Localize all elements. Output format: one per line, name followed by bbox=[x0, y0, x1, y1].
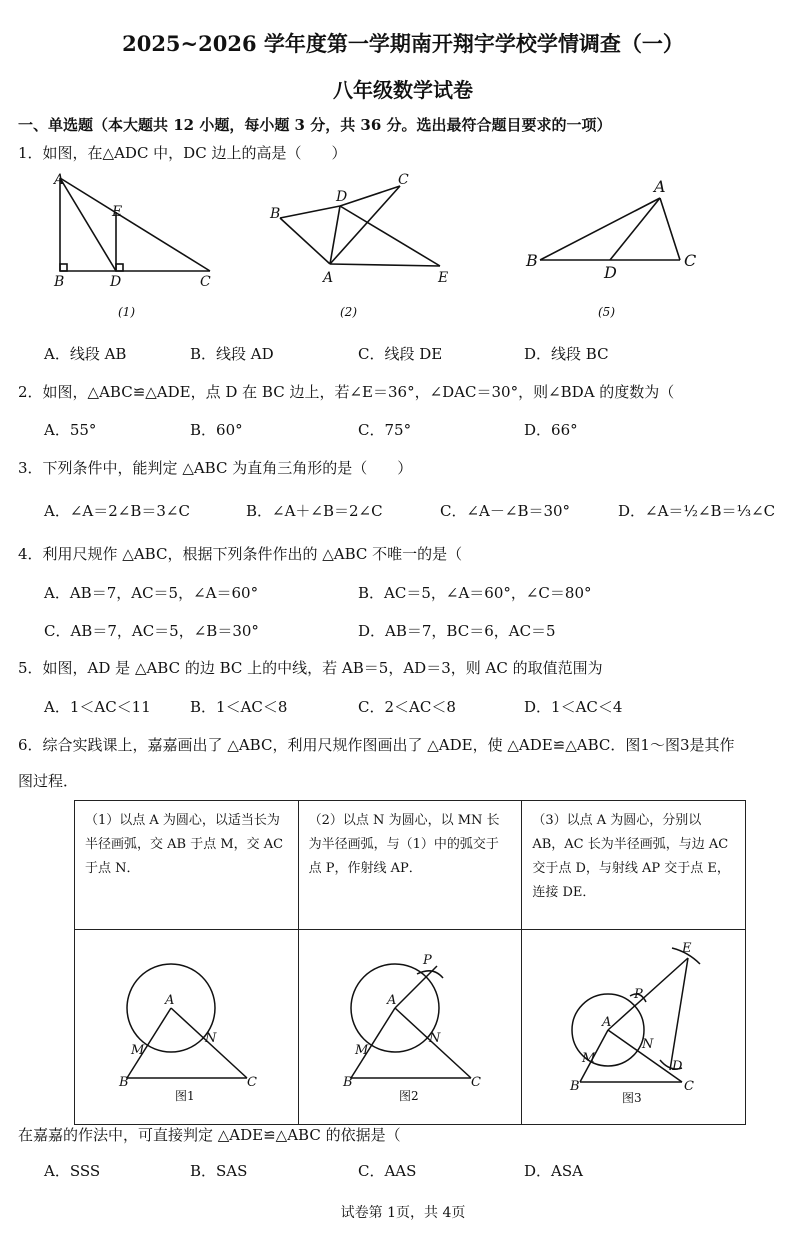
q6-option-d: D．ASA bbox=[524, 1162, 583, 1180]
svg-text:E: E bbox=[682, 941, 692, 956]
question-6-followup: 在嘉嘉的作法中，可直接判定 △ADE≌△ABC 的依据是（ bbox=[18, 1126, 401, 1144]
svg-text:A: A bbox=[165, 993, 175, 1008]
q6-option-a: A．SSS bbox=[44, 1162, 101, 1180]
page-footer: 试卷第 1页，共 4页 bbox=[340, 1205, 466, 1221]
q4-option-c: C．AB＝7，AC＝5，∠B＝30° bbox=[44, 622, 259, 640]
svg-text:P: P bbox=[422, 953, 432, 968]
step-3-figure-cell bbox=[522, 930, 746, 1125]
svg-text:C: C bbox=[200, 274, 211, 290]
figure-1 bbox=[60, 178, 210, 271]
svg-text:N: N bbox=[428, 1031, 441, 1046]
svg-text:E: E bbox=[112, 204, 123, 220]
question-3-stem: 3．下列条件中，能判定 △ABC 为直角三角形的是（ ） bbox=[18, 459, 413, 477]
svg-text:C: C bbox=[247, 1075, 257, 1090]
figure-5-label: (5) bbox=[598, 305, 615, 319]
figure-3-caption: 图3 bbox=[622, 1091, 642, 1105]
q6-option-b: B．SAS bbox=[190, 1162, 248, 1180]
svg-text:A: A bbox=[54, 172, 65, 188]
q3-option-d: D．∠A＝½∠B＝⅓∠C bbox=[618, 502, 776, 520]
svg-text:B: B bbox=[270, 206, 281, 222]
q4-option-d: D．AB＝7，BC＝6，AC＝5 bbox=[358, 622, 556, 640]
question-5-stem: 5．如图，AD 是 △ABC 的边 BC 上的中线，若 AB＝5，AD＝3，则 AC 的取值范围为 bbox=[18, 659, 603, 677]
svg-text:B: B bbox=[119, 1075, 129, 1090]
svg-text:C: C bbox=[684, 251, 697, 270]
figure-1-caption: 图1 bbox=[175, 1089, 195, 1103]
svg-text:P: P bbox=[634, 987, 644, 1002]
question-1-stem: 1．如图，在△ADC 中，DC 边上的高是（ ） bbox=[18, 144, 347, 162]
q4-option-a: A．AB＝7，AC＝5，∠A＝60° bbox=[44, 584, 259, 602]
q4-option-b: B．AC＝5，∠A＝60°，∠C＝80° bbox=[358, 584, 592, 602]
svg-text:D: D bbox=[110, 274, 122, 290]
q2-option-d: D．66° bbox=[524, 421, 578, 439]
svg-text:N: N bbox=[642, 1037, 654, 1052]
q5-option-b: B．1＜AC＜8 bbox=[190, 698, 288, 716]
step-1-figure bbox=[75, 930, 297, 1120]
question-2-stem: 2．如图，△ABC≌△ADE，点 D 在 BC 边上，若∠E＝36°，∠DAC＝30°，则∠BDA 的度数为（ bbox=[18, 383, 675, 401]
q2-option-b: B．60° bbox=[190, 421, 243, 439]
svg-text:A: A bbox=[654, 177, 666, 196]
svg-text:M: M bbox=[582, 1051, 596, 1066]
figure-2 bbox=[280, 186, 440, 266]
step-2-text: （2）以点 N 为圆心，以 MN 长为半径画弧，与（1）中的弧交于点 P，作射线 AP． bbox=[298, 801, 522, 930]
figure-2-label: (2) bbox=[340, 305, 357, 319]
svg-text:M: M bbox=[131, 1043, 145, 1058]
question-6-stem-line1: 6．综合实践课上，嘉嘉画出了 △ABC，利用尺规作图画出了 △ADE，使 △ADE≌△ABC．图1～图3是其作 bbox=[18, 736, 735, 754]
svg-text:D: D bbox=[672, 1059, 683, 1074]
q3-option-c: C．∠A－∠B＝30° bbox=[440, 502, 571, 520]
svg-text:D: D bbox=[336, 189, 348, 205]
svg-text:B: B bbox=[54, 274, 65, 290]
q2-option-a: A．55° bbox=[44, 421, 97, 439]
figure-1-label: (1) bbox=[118, 305, 135, 319]
question-4-stem: 4．利用尺规作 △ABC，根据下列条件作出的 △ABC 不唯一的是（ bbox=[18, 545, 463, 563]
step-2-figure-cell bbox=[298, 930, 522, 1125]
exam-title: 2025~2026 学年度第一学期南开翔宇学校学情调查（一） bbox=[122, 31, 684, 56]
step-1-figure-cell bbox=[75, 930, 299, 1125]
svg-text:A: A bbox=[323, 270, 334, 286]
svg-text:A: A bbox=[386, 993, 397, 1008]
q3-option-b: B．∠A＋∠B＝2∠C bbox=[246, 502, 383, 520]
svg-text:C: C bbox=[684, 1079, 695, 1094]
svg-text:N: N bbox=[205, 1031, 217, 1046]
q1-option-c: C．线段 DE bbox=[358, 345, 443, 363]
svg-text:B: B bbox=[526, 251, 538, 270]
figure-2-caption: 图2 bbox=[398, 1089, 419, 1103]
q2-option-c: C．75° bbox=[358, 421, 412, 439]
svg-text:A: A bbox=[602, 1015, 612, 1030]
q1-option-d: D．线段 BC bbox=[524, 345, 609, 363]
svg-text:C: C bbox=[398, 172, 409, 188]
question-6-stem-line2: 图过程． bbox=[18, 772, 79, 790]
step-3-figure bbox=[522, 930, 748, 1120]
svg-text:D: D bbox=[604, 263, 617, 282]
q1-option-a: A．线段 AB bbox=[44, 345, 127, 363]
q6-option-c: C．AAS bbox=[358, 1162, 417, 1180]
question-1-figures bbox=[40, 168, 800, 328]
q5-option-d: D．1＜AC＜4 bbox=[524, 698, 623, 716]
svg-text:C: C bbox=[470, 1075, 481, 1090]
q1-option-b: B．线段 AD bbox=[190, 345, 274, 363]
step-3-text: （3）以点 A 为圆心，分别以 AB，AC 长为半径画弧，与边 AC 交于点 D，与射线 AP 交于点 E，连接 DE． bbox=[522, 801, 746, 930]
q5-option-a: A．1＜AC＜11 bbox=[44, 698, 151, 716]
q5-option-c: C．2＜AC＜8 bbox=[358, 698, 456, 716]
construction-steps-table bbox=[74, 800, 746, 1125]
svg-text:E: E bbox=[438, 270, 449, 286]
figure-5 bbox=[540, 198, 680, 260]
step-1-text: （1）以点 A 为圆心，以适当长为半径画弧，交 AB 于点 M，交 AC 于点 N． bbox=[75, 801, 299, 930]
svg-text:M: M bbox=[354, 1043, 368, 1058]
section-heading: 一、单选题（本大题共 12 小题，每小题 3 分，共 36 分。选出最符合题目要求的一项） bbox=[18, 116, 612, 134]
svg-text:B: B bbox=[570, 1079, 580, 1094]
exam-subtitle: 八年级数学试卷 bbox=[333, 78, 473, 102]
q3-option-a: A．∠A＝2∠B＝3∠C bbox=[44, 502, 190, 520]
svg-text:B: B bbox=[342, 1075, 353, 1090]
step-2-figure bbox=[299, 930, 521, 1120]
